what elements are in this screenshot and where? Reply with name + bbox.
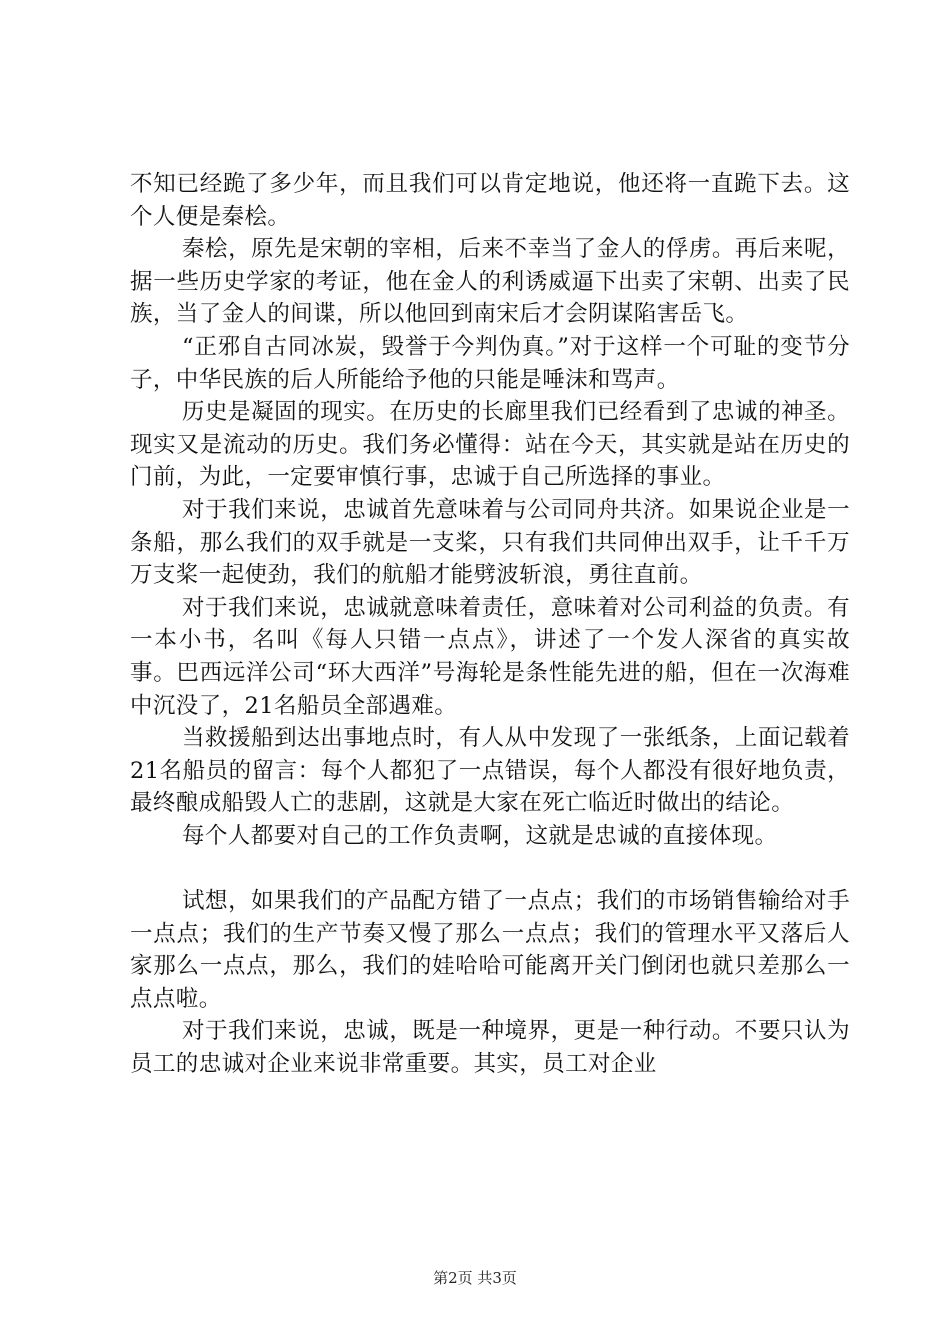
page-number-footer: 第2页 共3页 [433,1269,517,1287]
document-body [130,168,850,1081]
paragraph-2: 秦桧，原先是宋朝的宰相，后来不幸当了金人的俘虏。再后来呢，据一些历史学家的考证，他在金人的利诱威逼下出卖了宋朝、出卖了民族，当了金人的间谍，所以他回到南宋后才会阴谋陷害岳飞。 [130,236,850,328]
paragraph-3: “正邪自古同冰炭，毁誉于今判伪真。”对于这样一个可耻的变节分子，中华民族的后人所能给予他的只能是唾沫和骂声。 [130,333,850,393]
paragraph-6: 对于我们来说，忠诚就意味着责任，意味着对公司利益的负责。有一本小书，名叫《每人只错一点点》，讲述了一个发人深省的真实故事。巴西远洋公司“环大西洋”号海轮是条性能先进的船，但在一次海难中沉没了，21名船员全部遇难。 [130,594,850,719]
paragraph-9: 试想，如果我们的产品配方错了一点点；我们的市场销售输给对手一点点；我们的生产节奏又慢了那么一点点；我们的管理水平又落后人家那么一点点，那么，我们的娃哈哈可能离开关门倒闭也就只差那么一点点啦。 [130,888,850,1012]
paragraph-5: 对于我们来说，忠诚首先意味着与公司同舟共济。如果说企业是一条船，那么我们的双手就是一支桨，只有我们共同伸出双手，让千千万万支桨一起使劲，我们的航船才能劈波斩浪，勇往直前。 [130,496,850,589]
paragraph-1: 不知已经跪了多少年，而且我们可以肯定地说，他还将一直跪下去。这个人便是秦桧。 [130,171,850,230]
paragraph-7: 当救援船到达出事地点时，有人从中发现了一张纸条，上面记载着21名船员的留言：每个人都犯了一点错误，每个人都没有很好地负责，最终酿成船毁人亡的悲剧，这就是大家在死亡临近时做出的结论。 [130,725,850,817]
paragraph-gap [130,852,850,885]
paragraph-8: 每个人都要对自己的工作负责啊，这就是忠诚的直接体现。 [182,822,778,849]
paragraph-4: 历史是凝固的现实。在历史的长廊里我们已经看到了忠诚的神圣。现实又是流动的历史。我们务必懂得：站在今天，其实就是站在历史的门前，为此，一定要审慎行事，忠诚于自己所选择的事业。 [130,399,850,491]
paragraph-10: 对于我们来说，忠诚，既是一种境界，更是一种行动。不要只认为员工的忠诚对企业来说非常重要。其实，员工对企业 [130,1018,850,1078]
